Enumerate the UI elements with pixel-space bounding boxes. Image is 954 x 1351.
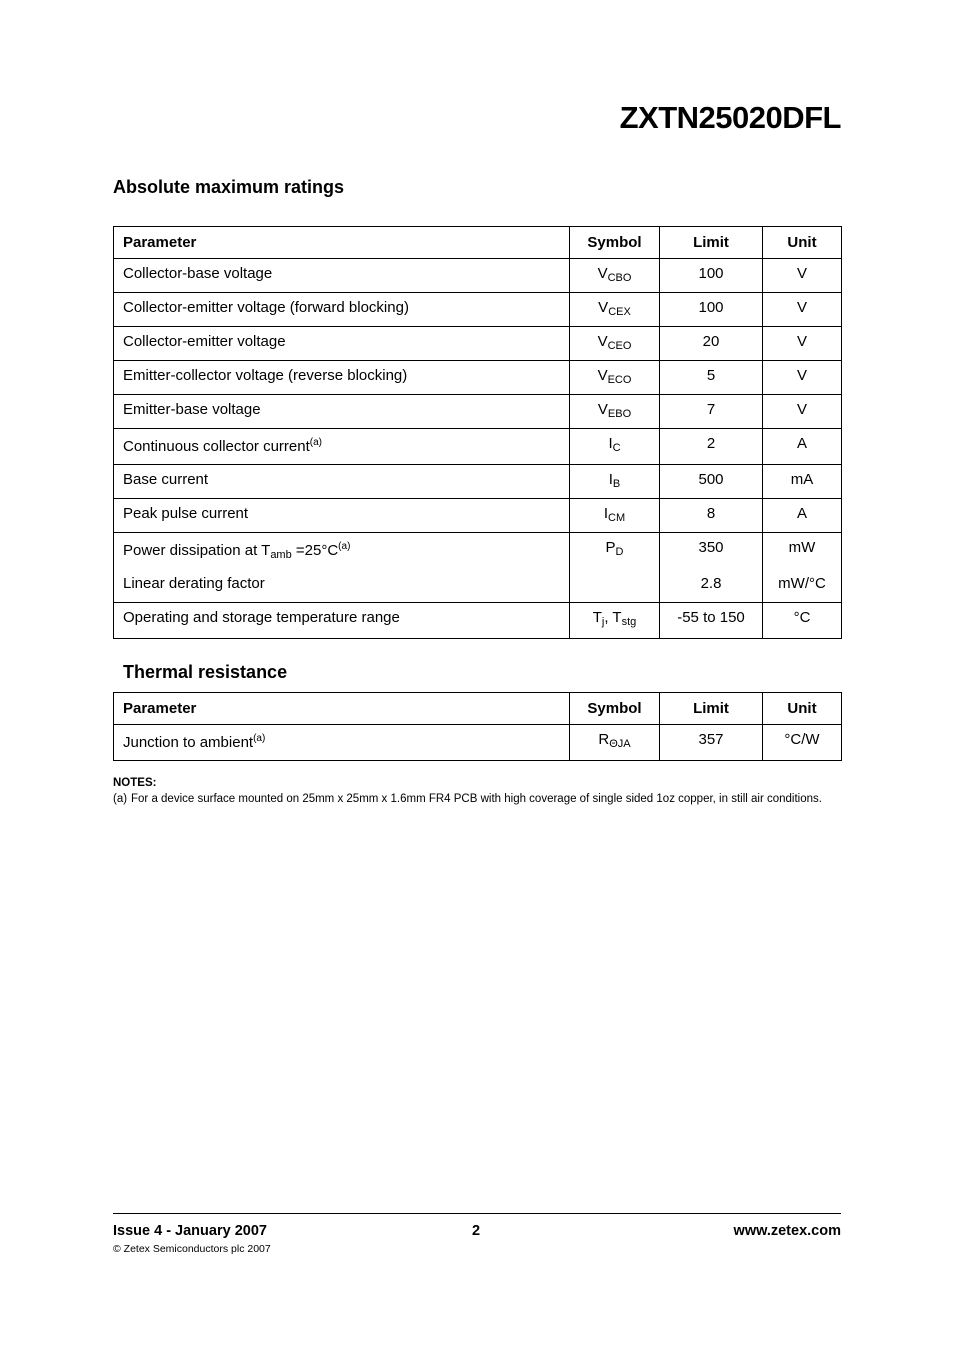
note-item bbox=[113, 791, 841, 807]
ratings-section-title: Absolute maximum ratings bbox=[113, 177, 345, 197]
cell-unit: V bbox=[763, 259, 842, 293]
table-row bbox=[114, 361, 842, 395]
table-header-row bbox=[114, 693, 842, 725]
cell-unit: V bbox=[763, 327, 842, 361]
cell-symbol: $V_{CBO}$ bbox=[570, 259, 660, 293]
footer-copyright: © Zetex Semiconductors plc 2007 bbox=[113, 1243, 271, 1255]
table-header-row bbox=[114, 227, 842, 259]
table-row bbox=[114, 429, 842, 465]
cell-limit: 8 bbox=[660, 499, 763, 533]
cell-limit: 5 bbox=[660, 361, 763, 395]
table-row bbox=[114, 725, 842, 761]
table-row bbox=[114, 259, 842, 293]
col-header-parameter: Parameter bbox=[114, 227, 570, 259]
table-row bbox=[114, 499, 842, 533]
cell-parameter: Continuous collector current$^{(a)}$ bbox=[114, 429, 570, 465]
cell-unit: A bbox=[763, 499, 842, 533]
cell-limit: 20 bbox=[660, 327, 763, 361]
table-row bbox=[114, 395, 842, 429]
footer-page-number: 2 bbox=[472, 1223, 481, 1239]
notes-section bbox=[113, 775, 841, 807]
cell-limit: 100 bbox=[660, 293, 763, 327]
thermal-section-title: Thermal resistance bbox=[123, 662, 288, 682]
cell-limit: -55 to 150 bbox=[660, 603, 763, 639]
cell-symbol: $I_{CM}$ bbox=[570, 499, 660, 533]
param-power-dissipation: Power dissipation at $T_{amb} =25^\circ C^{(a)}$ bbox=[123, 541, 351, 561]
cell-parameter: Emitter-collector voltage (reverse blocking) bbox=[114, 361, 570, 395]
table-row bbox=[114, 533, 842, 603]
cell-parameter: Emitter-base voltage bbox=[114, 395, 570, 429]
cell-symbol: $V_{EBO}$ bbox=[570, 395, 660, 429]
cell-unit: V bbox=[763, 361, 842, 395]
cell-unit: mW mW/°C bbox=[763, 533, 842, 603]
cell-limit: 2 bbox=[660, 429, 763, 465]
cell-unit: V bbox=[763, 293, 842, 327]
cell-limit: 100 bbox=[660, 259, 763, 293]
col-header-unit: Unit bbox=[763, 693, 842, 725]
part-number-title: ZXTN25020DFL bbox=[619, 100, 841, 135]
note-mark: (a) bbox=[113, 793, 128, 805]
param-linear-derating: Linear derating factor bbox=[123, 575, 265, 592]
col-header-symbol: Symbol bbox=[570, 693, 660, 725]
cell-unit: °C bbox=[763, 603, 842, 639]
cell-symbol: $P_D$ bbox=[570, 533, 660, 603]
footer-divider bbox=[113, 1213, 841, 1214]
col-header-unit: Unit bbox=[763, 227, 842, 259]
cell-symbol: $T_j$, $T_{stg}$ bbox=[570, 603, 660, 639]
table-row bbox=[114, 327, 842, 361]
cell-parameter: Collector-emitter voltage bbox=[114, 327, 570, 361]
notes-heading: NOTES: bbox=[113, 777, 157, 789]
note-text: For a device surface mounted on 25mm x 25mm x 1.6mm FR4 PCB with high coverage of single sided 1oz copper, in still air conditions. bbox=[131, 793, 822, 805]
cell-parameter bbox=[114, 533, 570, 603]
cell-limit: 350 2.8 bbox=[660, 533, 763, 603]
cell-parameter: Junction to ambient$^{(a)}$ bbox=[114, 725, 570, 761]
cell-parameter: Peak pulse current bbox=[114, 499, 570, 533]
col-header-limit: Limit bbox=[660, 693, 763, 725]
cell-unit: V bbox=[763, 395, 842, 429]
cell-unit: °C/W bbox=[763, 725, 842, 761]
table-row bbox=[114, 465, 842, 499]
col-header-limit: Limit bbox=[660, 227, 763, 259]
cell-unit: A bbox=[763, 429, 842, 465]
cell-limit: 357 bbox=[660, 725, 763, 761]
footer-issue: Issue 4 - January 2007 bbox=[113, 1223, 267, 1239]
ratings-table bbox=[113, 226, 842, 639]
cell-limit: 500 bbox=[660, 465, 763, 499]
cell-symbol: $V_{CEO}$ bbox=[570, 327, 660, 361]
cell-symbol: $I_B$ bbox=[570, 465, 660, 499]
footer-website-link[interactable]: www.zetex.com bbox=[733, 1223, 841, 1239]
cell-parameter: Operating and storage temperature range bbox=[114, 603, 570, 639]
cell-unit: mA bbox=[763, 465, 842, 499]
cell-limit: 7 bbox=[660, 395, 763, 429]
cell-parameter: Collector-base voltage bbox=[114, 259, 570, 293]
cell-parameter: Base current bbox=[114, 465, 570, 499]
thermal-table bbox=[113, 692, 842, 761]
table-row bbox=[114, 293, 842, 327]
col-header-symbol: Symbol bbox=[570, 227, 660, 259]
col-header-parameter: Parameter bbox=[114, 693, 570, 725]
cell-symbol: $V_{ECO}$ bbox=[570, 361, 660, 395]
cell-parameter: Collector-emitter voltage (forward blocking) bbox=[114, 293, 570, 327]
cell-symbol: $R_{\Theta JA}$ bbox=[570, 725, 660, 761]
cell-symbol: $I_C$ bbox=[570, 429, 660, 465]
table-row bbox=[114, 603, 842, 639]
cell-symbol: $V_{CEX}$ bbox=[570, 293, 660, 327]
